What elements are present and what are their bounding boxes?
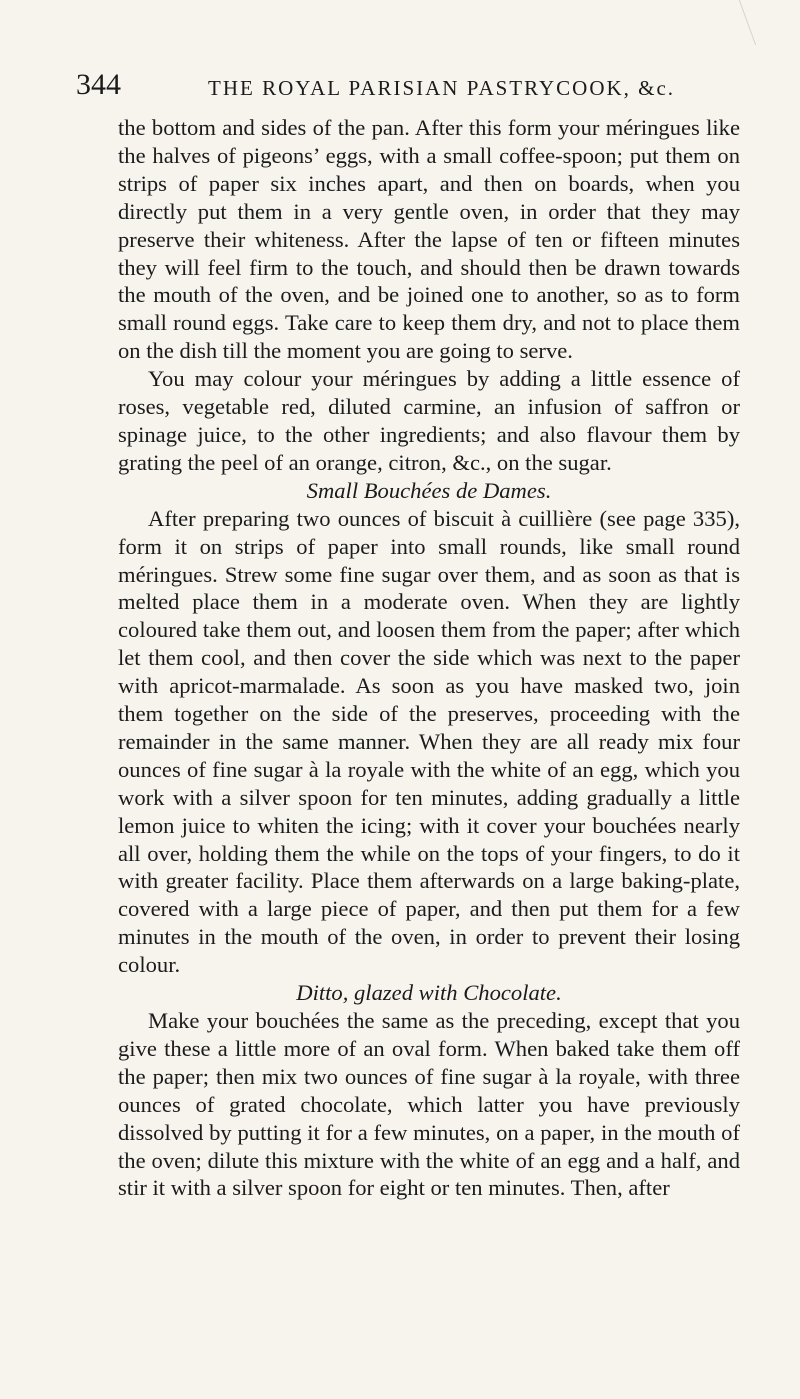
page-text: [118, 114, 740, 1202]
paragraph-4: Make your bouchées the same as the preceding, except that you give these a little more of an oval form. When baked take them off the paper; then mix two ounces of fine sugar à la royale, with three ounces of grated chocolate, which latter you have previously dissolved by putting it for a few minutes, on a paper, in the mouth of the oven; dilute this mixture with the white of an egg and a half, and stir it with a silver spoon for eight or ten minutes. Then, after: [118, 1008, 740, 1201]
paragraph-2: You may colour your méringues by adding a little essence of roses, vegetable red, diluted carmine, an infusion of saffron or spinage juice, to the other ingredients; and also flavour them by grating the peel of an orange, citron, &c., on the sugar.: [118, 366, 740, 475]
section-heading-chocolate: Ditto, glazed with Chocolate.: [296, 980, 562, 1006]
running-title: THE ROYAL PARISIAN PASTRYCOOK, &c.: [208, 76, 676, 100]
page-number: 344: [76, 68, 121, 101]
section-heading-small-bouchees: Small Bouchées de Dames.: [306, 477, 552, 503]
page-corner-mark: [739, 0, 784, 45]
paragraph-1: the bottom and sides of the pan. After this form your méringues like the halves of pigeons’ eggs, with a small coffee-spoon; put them on strips of paper six inches apart, and then on boards, when you directly put them in a very gentle oven, in order that they may preserve their whiteness. After the lapse of ten or fifteen minutes they will feel firm to the touch, and should then be drawn towards the mouth of the oven, and be joined one to another, so as to form small round eggs. Take care to keep them dry, and not to place them on the dish till the moment you are going to serve.: [118, 115, 740, 364]
running-head: [76, 68, 726, 102]
paragraph-3: After preparing two ounces of biscuit à cuillière (see page 335), form it on strips of paper into small rounds, like small round méringues. Strew some fine sugar over them, and as soon as that is melted place them in a moderate oven. When they are lightly coloured take them out, and loosen them from the paper; after which let them cool, and then cover the side which was next to the paper with apricot-marmalade. As soon as you have masked two, join them together on the side of the preserves, proceeding with the remainder in the same manner. When they are all ready mix four ounces of fine sugar à la royale with the white of an egg, which you work with a silver spoon for ten minutes, adding gradually a little lemon juice to whiten the icing; with it cover your bouchées nearly all over, holding them the while on the tops of your fingers, to do it with greater facility. Place them afterwards on a large baking-plate, covered with a large piece of paper, and then put them for a few minutes in the mouth of the oven, in order to prevent their losing colour.: [118, 505, 740, 978]
